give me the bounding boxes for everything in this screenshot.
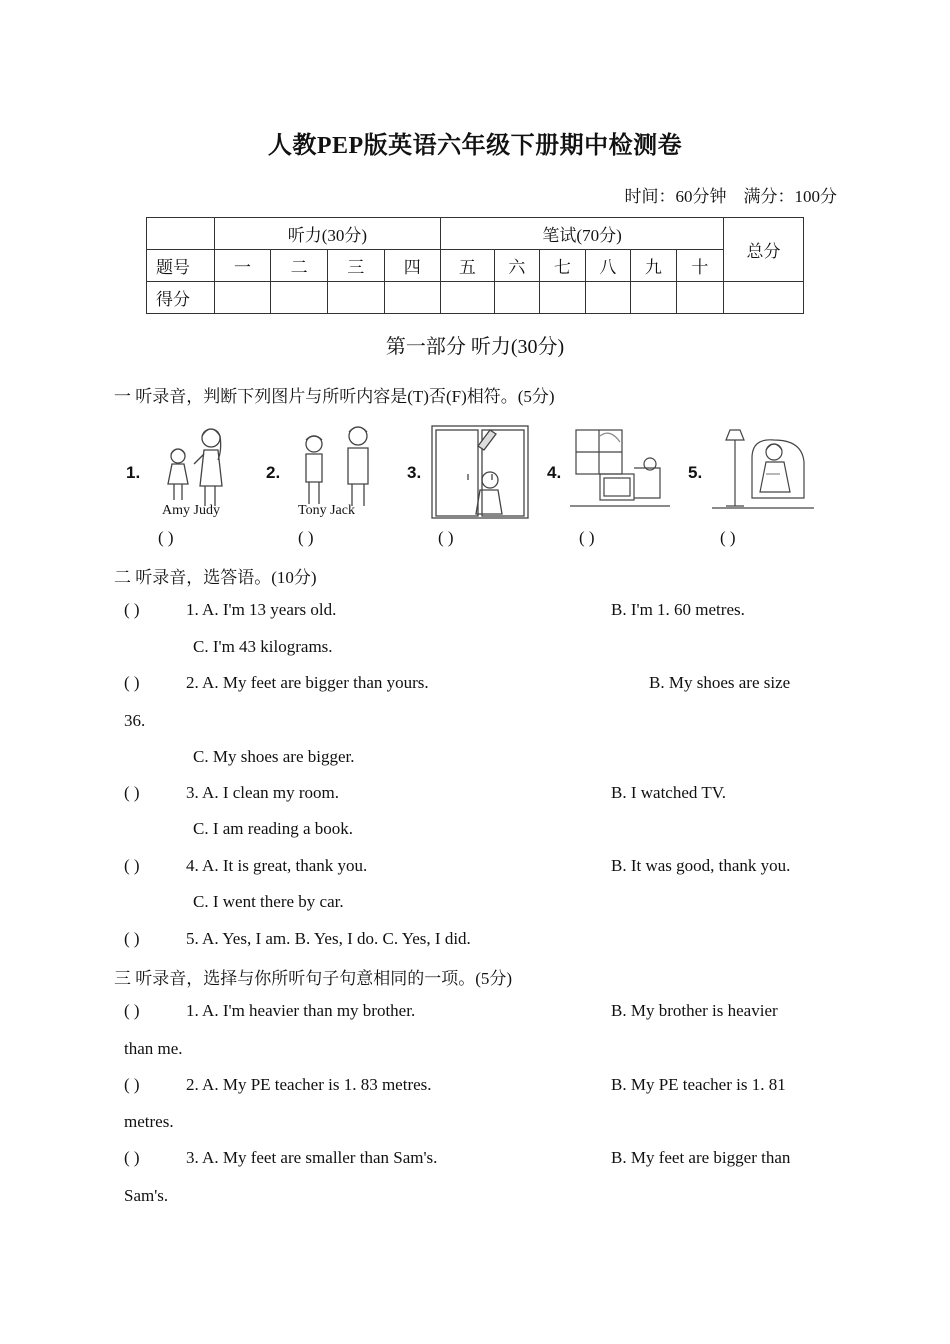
- score-cell[interactable]: [384, 282, 441, 314]
- answer-paren[interactable]: ( ): [579, 528, 595, 547]
- option-b: B. I'm 1. 60 metres.: [611, 600, 745, 619]
- col-num: 二: [271, 250, 328, 282]
- option-b: B. My shoes are size: [649, 673, 791, 692]
- picture-number: 1.: [126, 463, 141, 482]
- option-a: 1. A. I'm heavier than my brother.: [186, 1001, 416, 1020]
- option-c: C. I am reading a book.: [193, 819, 354, 838]
- option-b-continued: than me.: [124, 1039, 183, 1058]
- option-c: C. I went there by car.: [193, 892, 344, 911]
- option-b: B. I watched TV.: [611, 783, 727, 802]
- score-cell[interactable]: [214, 282, 271, 314]
- listening-header: 听力(30分): [214, 218, 440, 250]
- answer-paren[interactable]: ( ): [124, 673, 140, 692]
- option-b-continued: Sam's.: [124, 1186, 169, 1205]
- option-b-continued: 36.: [124, 711, 146, 730]
- section2-heading: 二 听录音，选答语。(10分): [114, 568, 317, 587]
- answer-paren[interactable]: ( ): [124, 1075, 140, 1094]
- score-cell[interactable]: [540, 282, 585, 314]
- picture-caption: Tony Jack: [298, 503, 355, 518]
- picture-number: 5.: [688, 463, 703, 482]
- col-num: 七: [540, 250, 585, 282]
- page-title: 人教PEP版英语六年级下册期中检测卷: [267, 133, 683, 159]
- option-a: 1. A. I'm 13 years old.: [186, 600, 337, 619]
- option-c: C. I'm 43 kilograms.: [193, 637, 333, 656]
- score-cell[interactable]: [271, 282, 328, 314]
- answer-paren[interactable]: ( ): [158, 528, 174, 547]
- option-a: 2. A. My feet are bigger than yours.: [186, 673, 429, 692]
- score-cell[interactable]: [676, 282, 724, 314]
- col-num: 九: [631, 250, 676, 282]
- row-label-score: 得分: [147, 282, 215, 314]
- picture-number: 4.: [547, 463, 562, 482]
- option-b: B. My PE teacher is 1. 81: [611, 1075, 786, 1094]
- options-abc: 5. A. Yes, I am. B. Yes, I do. C. Yes, I did.: [186, 929, 471, 948]
- col-num: 六: [494, 250, 539, 282]
- answer-paren[interactable]: ( ): [124, 783, 140, 802]
- col-num: 三: [327, 250, 384, 282]
- answer-paren[interactable]: ( ): [124, 600, 140, 619]
- picture-number: 3.: [407, 463, 422, 482]
- score-cell[interactable]: [631, 282, 676, 314]
- col-num: 八: [585, 250, 630, 282]
- reading-chair-picture: [712, 422, 814, 518]
- row-label-number: 题号: [147, 250, 215, 282]
- score-cell[interactable]: [585, 282, 630, 314]
- picture-caption: Amy Judy: [162, 503, 220, 518]
- score-cell[interactable]: [494, 282, 539, 314]
- answer-paren[interactable]: ( ): [298, 528, 314, 547]
- option-b: B. My feet are bigger than: [611, 1148, 791, 1167]
- answer-paren[interactable]: ( ): [124, 1148, 140, 1167]
- option-c: C. My shoes are bigger.: [193, 747, 355, 766]
- col-num: 五: [441, 250, 495, 282]
- written-header: 笔试(70分): [441, 218, 724, 250]
- total-header: 总分: [724, 218, 804, 282]
- answer-paren[interactable]: ( ): [124, 1001, 140, 1020]
- answer-paren[interactable]: ( ): [720, 528, 736, 547]
- section3-heading: 三 听录音，选择与你所听句子句意相同的一项。(5分): [114, 969, 513, 988]
- picture-number: 2.: [266, 463, 281, 482]
- wardrobe-picture: [430, 422, 530, 520]
- col-num: 十: [676, 250, 724, 282]
- answer-paren[interactable]: ( ): [124, 929, 140, 948]
- score-table-corner: [147, 218, 215, 250]
- option-a: 3. A. I clean my room.: [186, 783, 339, 802]
- col-num: 四: [384, 250, 441, 282]
- answer-paren[interactable]: ( ): [124, 856, 140, 875]
- score-cell[interactable]: [441, 282, 495, 314]
- option-a: 2. A. My PE teacher is 1. 83 metres.: [186, 1075, 432, 1094]
- score-table: [146, 217, 804, 314]
- col-num: 一: [214, 250, 271, 282]
- option-b-continued: metres.: [124, 1112, 174, 1131]
- option-a: 3. A. My feet are smaller than Sam's.: [186, 1148, 438, 1167]
- option-a: 4. A. It is great, thank you.: [186, 856, 368, 875]
- score-cell[interactable]: [327, 282, 384, 314]
- option-b: B. It was good, thank you.: [611, 856, 791, 875]
- time-info: 时间：60分钟 满分：100分: [624, 187, 837, 206]
- answer-paren[interactable]: ( ): [438, 528, 454, 547]
- score-cell[interactable]: [724, 282, 804, 314]
- part1-title: 第一部分 听力(30分): [385, 336, 565, 358]
- living-room-picture: [570, 422, 670, 518]
- section1-heading: 一 听录音，判断下列图片与所听内容是(T)否(F)相符。(5分): [114, 387, 555, 406]
- option-b: B. My brother is heavier: [611, 1001, 778, 1020]
